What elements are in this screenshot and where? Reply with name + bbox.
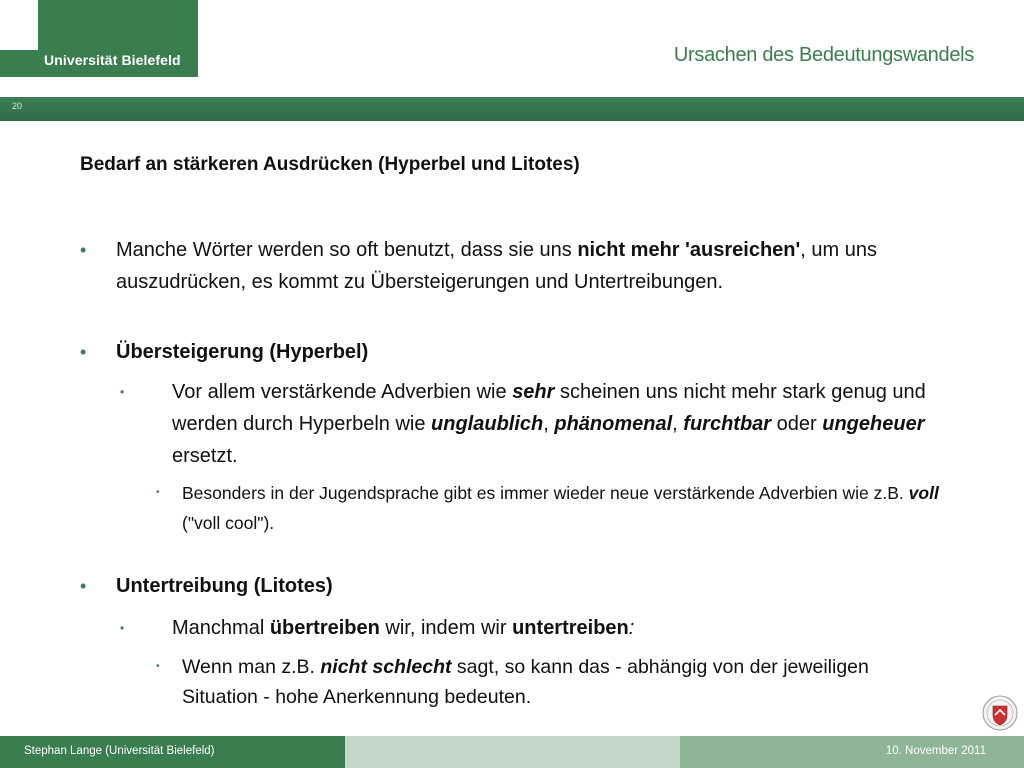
bullet-icon: • <box>156 487 160 498</box>
slide-number: 20 <box>12 101 23 111</box>
section-heading: Bedarf an stärkeren Ausdrücken (Hyperbel und Litotes) <box>80 154 580 175</box>
logo-text: Universität Bielefeld <box>44 52 181 68</box>
bullet-icon: • <box>120 385 125 399</box>
bullet-title: Untertreibung (Litotes) <box>116 575 333 597</box>
footer-middle <box>345 736 680 768</box>
bullet-icon: • <box>80 342 87 362</box>
bullet-icon: • <box>156 661 160 672</box>
university-logo <box>0 0 198 77</box>
footer <box>0 736 1024 768</box>
sub-sub-bullet-text: Besonders in der Jugendsprache gibt es immer wieder neue verstärkende Adverbien wie z.B. voll ("voll cool"). <box>182 483 939 533</box>
sub-bullet-text: Vor allem verstärkende Adverbien wie sehr scheinen uns nicht mehr stark genug und werden durch Hyperbeln wie unglaublich, phänomenal, furchtbar oder ungeheuer ersetzt. <box>172 381 926 467</box>
bullet-text: Manche Wörter werden so oft benutzt, dass sie uns nicht mehr 'ausreichen', um uns auszudrücken, es kommt zu Übersteigerungen und Untertreibungen. <box>116 239 877 293</box>
slide-title: Ursachen des Bedeutungswandels <box>673 44 974 66</box>
bullet-icon: • <box>80 576 87 596</box>
footer-date: 10. November 2011 <box>885 745 986 757</box>
sub-sub-bullet-text: Wenn man z.B. nicht schlecht sagt, so kann das - abhängig von der jeweiligen Situation - hohe Anerkennung bedeuten. <box>182 656 869 708</box>
sub-bullet-text: Manchmal übertreiben wir, indem wir untertreiben: <box>172 617 635 639</box>
bullet-icon: • <box>120 621 125 635</box>
bullet-icon: • <box>80 240 87 260</box>
header-bar <box>0 97 1024 121</box>
footer-author: Stephan Lange (Universität Bielefeld) <box>24 745 215 757</box>
university-seal-icon <box>981 694 1019 732</box>
bullet-title: Übersteigerung (Hyperbel) <box>116 341 369 363</box>
